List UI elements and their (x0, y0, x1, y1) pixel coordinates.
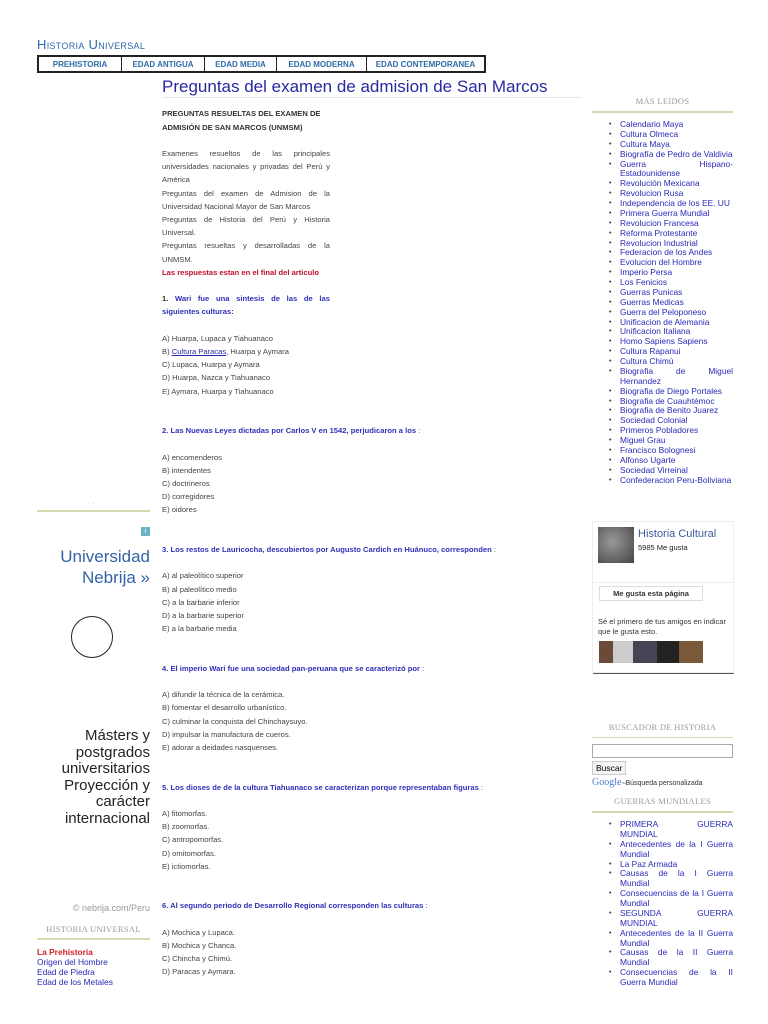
cultura-paracas-link[interactable]: Cultura Paracas (171, 347, 227, 357)
question-text: Los restos de Lauricocha, descubiertos por Augusto Cardich en Huánuco, corresponden (170, 544, 492, 554)
question-colon: : (478, 782, 484, 792)
spacer (162, 675, 330, 688)
question-number: 5. (162, 782, 169, 792)
option: D) omitomorfas. (162, 848, 217, 858)
spacer (162, 886, 330, 899)
intro-paragraph: Preguntas de Historia del Perú y Historia Universal. (162, 215, 330, 238)
option: E) a la barbarie media (162, 624, 237, 634)
ad-nebrija[interactable] (37, 500, 150, 913)
top-nav (37, 55, 486, 73)
spacer (162, 556, 330, 569)
mas_leidos-link[interactable]: • Biografia de Miguel Hernandez (592, 367, 733, 387)
mas_leidos-link[interactable]: • Guerra del Peloponeso (592, 308, 733, 318)
friend-avatar[interactable] (657, 641, 679, 663)
divider (593, 582, 733, 583)
mas_leidos-link[interactable]: • Imperio Persa (592, 268, 733, 278)
mas_leidos-link[interactable]: • Revolución Mexicana (592, 179, 733, 189)
option: C) Lupaca, Huarpa y Aymara (162, 360, 260, 370)
mas_leidos-link[interactable]: • Biografia de Diego Portales (592, 387, 733, 397)
spacer (162, 873, 330, 886)
mas_leidos-link[interactable]: • Calendario Maya (592, 120, 733, 130)
mas_leidos-link[interactable]: • Evolucion del Hombre (592, 258, 733, 268)
guerras-list (592, 820, 733, 988)
friend-avatar[interactable] (679, 641, 703, 663)
question-text: El imperio Wari fue una sociedad pan-peruana que se caracterizó por (170, 663, 421, 673)
question-number: 2. (162, 426, 169, 436)
ad-url-text: nebrija.com/Peru (81, 902, 150, 913)
guerras-link[interactable]: • Causas de la II Guerra Mundial (592, 948, 733, 968)
divider (593, 673, 734, 674)
option: E) ictiomorfas. (162, 861, 211, 871)
mas_leidos-link[interactable]: • Revolucion Industrial (592, 239, 733, 249)
widget-title: BUSCADOR DE HISTORIA (608, 722, 717, 732)
question-colon: : (491, 544, 496, 554)
mas_leidos-link[interactable]: • Federacion de los Andes (592, 248, 733, 258)
option-text: , Huarpa y Aymara (226, 347, 289, 357)
option: E) adorar a deidades nasquenses. (162, 742, 279, 752)
question-1 (162, 292, 330, 318)
title-divider (162, 97, 582, 98)
guerras-link[interactable]: • Consecuencias de la II Guerra Mundial (592, 968, 733, 988)
mas_leidos-link[interactable]: • Confederacion Peru-Boliviana (592, 476, 733, 486)
widget-title: HISTORIA UNIVERSAL (46, 924, 141, 934)
nav-prehistoria[interactable]: PREHISTORIA (52, 60, 108, 69)
question-colon: : (423, 901, 428, 911)
mas_leidos-link[interactable]: • Revolucion Rusa (592, 189, 733, 199)
ad-text: Másters y postgrados universitarios Proyección y carácter internacional (61, 727, 150, 827)
option: D) Paracas y Aymara. (162, 967, 236, 977)
guerras-mundiales-widget (592, 796, 733, 988)
mas_leidos-link[interactable]: • Miguel Grau (592, 436, 733, 446)
spacer (162, 635, 330, 648)
divider (592, 811, 733, 813)
mas_leidos-link[interactable]: • Biografia de Cuauhtémoc (592, 397, 733, 407)
question-text: Los dioses de de la cultura Tiahuanaco se caracterizan porque representaban figuras (170, 782, 479, 792)
left-link[interactable]: Edad de Piedra (37, 967, 95, 977)
left-link-prehistoria[interactable]: La Prehistoria (37, 947, 93, 957)
option: B) fomentar el desarrollo urbanístico. (162, 703, 287, 713)
option: D) Huarpa, Nazca y Tiahuanaco (162, 373, 271, 383)
guerras-link[interactable]: • Antecedentes de la II Guerra Mundial (592, 929, 733, 949)
question-6 (162, 899, 428, 912)
facebook-friends-text: Sé el primero de tus amigos en indicar que le gusta esto. (598, 617, 726, 636)
mas_leidos-link[interactable]: • Unificacion de Alemania (592, 318, 733, 328)
option: B) Mochica y Chanca. (162, 940, 237, 950)
question-text: Al segundo periodo de Desarrollo Regional corresponden las culturas (170, 901, 424, 911)
question-number: 1. (162, 294, 169, 304)
guerras-link[interactable]: • SEGUNDA GUERRA MUNDIAL (592, 909, 733, 929)
widget-title: MÁS LEIDOS (635, 96, 690, 106)
friend-avatar[interactable] (613, 641, 633, 663)
intro-paragraph: Examenes resueltos de las principales universidades nacionales y privadas del Perú y América (162, 149, 330, 185)
option: D) impulsar la manufactura de cueros. (162, 729, 291, 739)
facebook-page-image[interactable] (598, 527, 634, 563)
ad-brand[interactable]: Universidad Nebrija » (60, 547, 150, 587)
facebook-like-box (592, 521, 734, 673)
question-2 (162, 424, 421, 437)
answers-note: Las respuestas estan en el final del articulo (162, 267, 319, 277)
facebook-page-name[interactable]: Historia Cultural (638, 528, 717, 540)
spacer (162, 794, 330, 807)
left-link[interactable]: Origen del Hombre (37, 957, 108, 967)
divider (37, 510, 150, 512)
guerras-link[interactable]: • PRIMERA GUERRA MUNDIAL (592, 820, 733, 840)
mas_leidos-link[interactable]: • Sociedad Virreinal (592, 466, 733, 476)
option: B) zoomorfas. (162, 822, 210, 832)
post-heading: PREGUNTAS RESUELTAS DEL EXAMEN DE (162, 109, 321, 118)
option: D) a la barbarie superior (162, 610, 244, 620)
nav-edad-contemporanea[interactable]: EDAD CONTEMPORANEA (366, 57, 484, 71)
divider (592, 737, 733, 738)
spacer (162, 979, 330, 992)
mas_leidos-link[interactable]: • Sociedad Colonial (592, 416, 733, 426)
option: A) difundir la técnica de la cerámica. (162, 690, 285, 700)
guerras-link[interactable]: • Causas de la I Guerra Mundial (592, 869, 733, 889)
question-number: 6. (162, 901, 169, 911)
question-text: Wari fue una sintesis de las de las siguientes culturas: (162, 294, 330, 317)
spacer (162, 754, 330, 767)
nav-edad-media[interactable]: EDAD MEDIA (204, 57, 276, 71)
facebook-friend-faces (599, 641, 703, 663)
divider (37, 938, 150, 940)
search-input[interactable] (592, 744, 733, 758)
mas_leidos-link[interactable]: • Biografía de Pedro de Valdivia (592, 150, 733, 160)
mas-leidos-widget (592, 96, 733, 485)
option: B) al paleolítico medio (162, 584, 237, 594)
question-text: Las Nuevas Leyes dictadas por Carlos V en 1542, perjudicaron a los (170, 426, 417, 436)
divider (592, 111, 733, 113)
facebook-like-button[interactable]: Me gusta esta página (599, 586, 703, 601)
option: C) Chincha y Chimú. (162, 954, 233, 964)
nav-edad-antigua[interactable]: EDAD ANTIGUA (121, 57, 204, 71)
friend-avatar[interactable] (633, 641, 657, 663)
mas_leidos-link[interactable]: • Francisco Bolognesi (592, 446, 733, 456)
question-number: 3. (162, 544, 169, 554)
friend-avatar[interactable] (599, 641, 613, 663)
post-body (162, 107, 496, 1005)
ad-dot: . (92, 500, 95, 506)
question-4 (162, 662, 425, 675)
option-label: B) (162, 347, 172, 357)
post-title: Preguntas del examen de admision de San Marcos (162, 77, 548, 96)
question-colon: : (420, 663, 425, 673)
intro-paragraph: Preguntas resueltas y desarrolladas de la UNMSM. (162, 241, 330, 264)
option: E) oidores (162, 505, 197, 515)
question-colon: : (416, 426, 421, 436)
option: A) Mochica y Lupaca. (162, 927, 236, 937)
question-3 (162, 543, 496, 556)
site-title-link[interactable]: Historia Universal (37, 37, 146, 52)
spacer (162, 649, 330, 662)
nav-edad-moderna[interactable]: EDAD MODERNA (276, 57, 366, 71)
mas_leidos-link[interactable]: • Homo Sapiens Sapiens (592, 337, 733, 347)
mas_leidos-link[interactable]: • Guerras Punicas (592, 288, 733, 298)
mas_leidos-link[interactable]: • Guerra Hispano-Estadounidense (592, 160, 733, 180)
mas_leidos-link[interactable]: • Los Fenicios (592, 278, 733, 288)
mas-leidos-list (592, 120, 733, 485)
mas_leidos-link[interactable]: • Cultura Maya (592, 140, 733, 150)
question-list (162, 424, 496, 1005)
spacer (162, 437, 330, 450)
mas_leidos-link[interactable]: • Cultura Chimú (592, 357, 733, 367)
spacer (162, 767, 330, 780)
question-5 (162, 781, 484, 794)
post-heading: ADMISIÓN DE SAN MARCOS (UNMSM) (162, 123, 303, 132)
spacer (162, 517, 330, 530)
left-history-widget (37, 924, 150, 987)
option: A) encomenderos (162, 452, 222, 462)
mas_leidos-link[interactable]: • Primeros Pobladores (592, 426, 733, 436)
spacer (162, 530, 330, 543)
search-button[interactable]: Buscar (592, 761, 626, 775)
google-logo: Google (592, 777, 622, 788)
left-link[interactable]: Edad de los Metales (37, 977, 113, 987)
mas_leidos-link[interactable]: • Biografia de Benito Juarez (592, 406, 733, 416)
mas_leidos-link[interactable]: • Primera Guerra Mundial (592, 209, 733, 219)
option: B) intendentes (162, 465, 211, 475)
ad-logo-circle (71, 616, 113, 658)
option: C) doctrineros (162, 479, 210, 488)
option (162, 345, 330, 358)
option: C) a la barbarie inferior (162, 597, 240, 607)
option: C) antropomorfas. (162, 835, 224, 845)
mas_leidos-link[interactable]: • Guerras Medicas (592, 298, 733, 308)
mas_leidos-link[interactable]: • Independencia de los EE. UU (592, 199, 733, 209)
option: C) culminar la conquista del Chinchaysuyo. (162, 716, 308, 726)
mas_leidos-link[interactable]: • Alfonso Ugarte (592, 456, 733, 466)
option: A) fitomorfas. (162, 808, 208, 818)
ad-url[interactable]: © nebrija.com/Peru (72, 902, 150, 913)
mas_leidos-link[interactable]: • Cultura Rapanui (592, 347, 733, 357)
mas_leidos-link[interactable]: • Reforma Protestante (592, 229, 733, 239)
option: D) corregidores (162, 492, 215, 502)
guerras-link[interactable]: • La Paz Armada (592, 860, 733, 870)
spacer (162, 992, 330, 1005)
spacer (162, 913, 330, 926)
widget-title: GUERRAS MUNDIALES (614, 796, 711, 806)
ad-info-icon[interactable]: i (141, 527, 150, 536)
intro-paragraph: Preguntas del examen de Admision de la Universidad Nacional Mayor de San Marcos (162, 188, 330, 211)
search-widget: BUSCADOR DE HISTORIA Buscar Google™Búsqueda personalizada (592, 722, 733, 788)
facebook-like-count: 5985 Me gusta (638, 543, 688, 552)
guerras-link[interactable]: • Consecuencias de la I Guerra Mundial (592, 889, 733, 909)
guerras-link[interactable]: • Antecedentes de la I Guerra Mundial (592, 840, 733, 860)
mas_leidos-link[interactable]: • Cultura Olmeca (592, 130, 733, 140)
mas_leidos-link[interactable]: • Unificacion Italiana (592, 327, 733, 337)
mas_leidos-link[interactable]: • Revolucion Francesa (592, 219, 733, 229)
option: A) Huarpa, Lupaca y Tiahuanaco (162, 333, 274, 343)
custom-search-label: Búsqueda personalizada (625, 780, 703, 787)
option: E) Aymara, Huarpa y Tiahuanaco (162, 386, 274, 396)
question-number: 4. (162, 663, 169, 673)
option: A) al paleolítico superior (162, 571, 244, 581)
